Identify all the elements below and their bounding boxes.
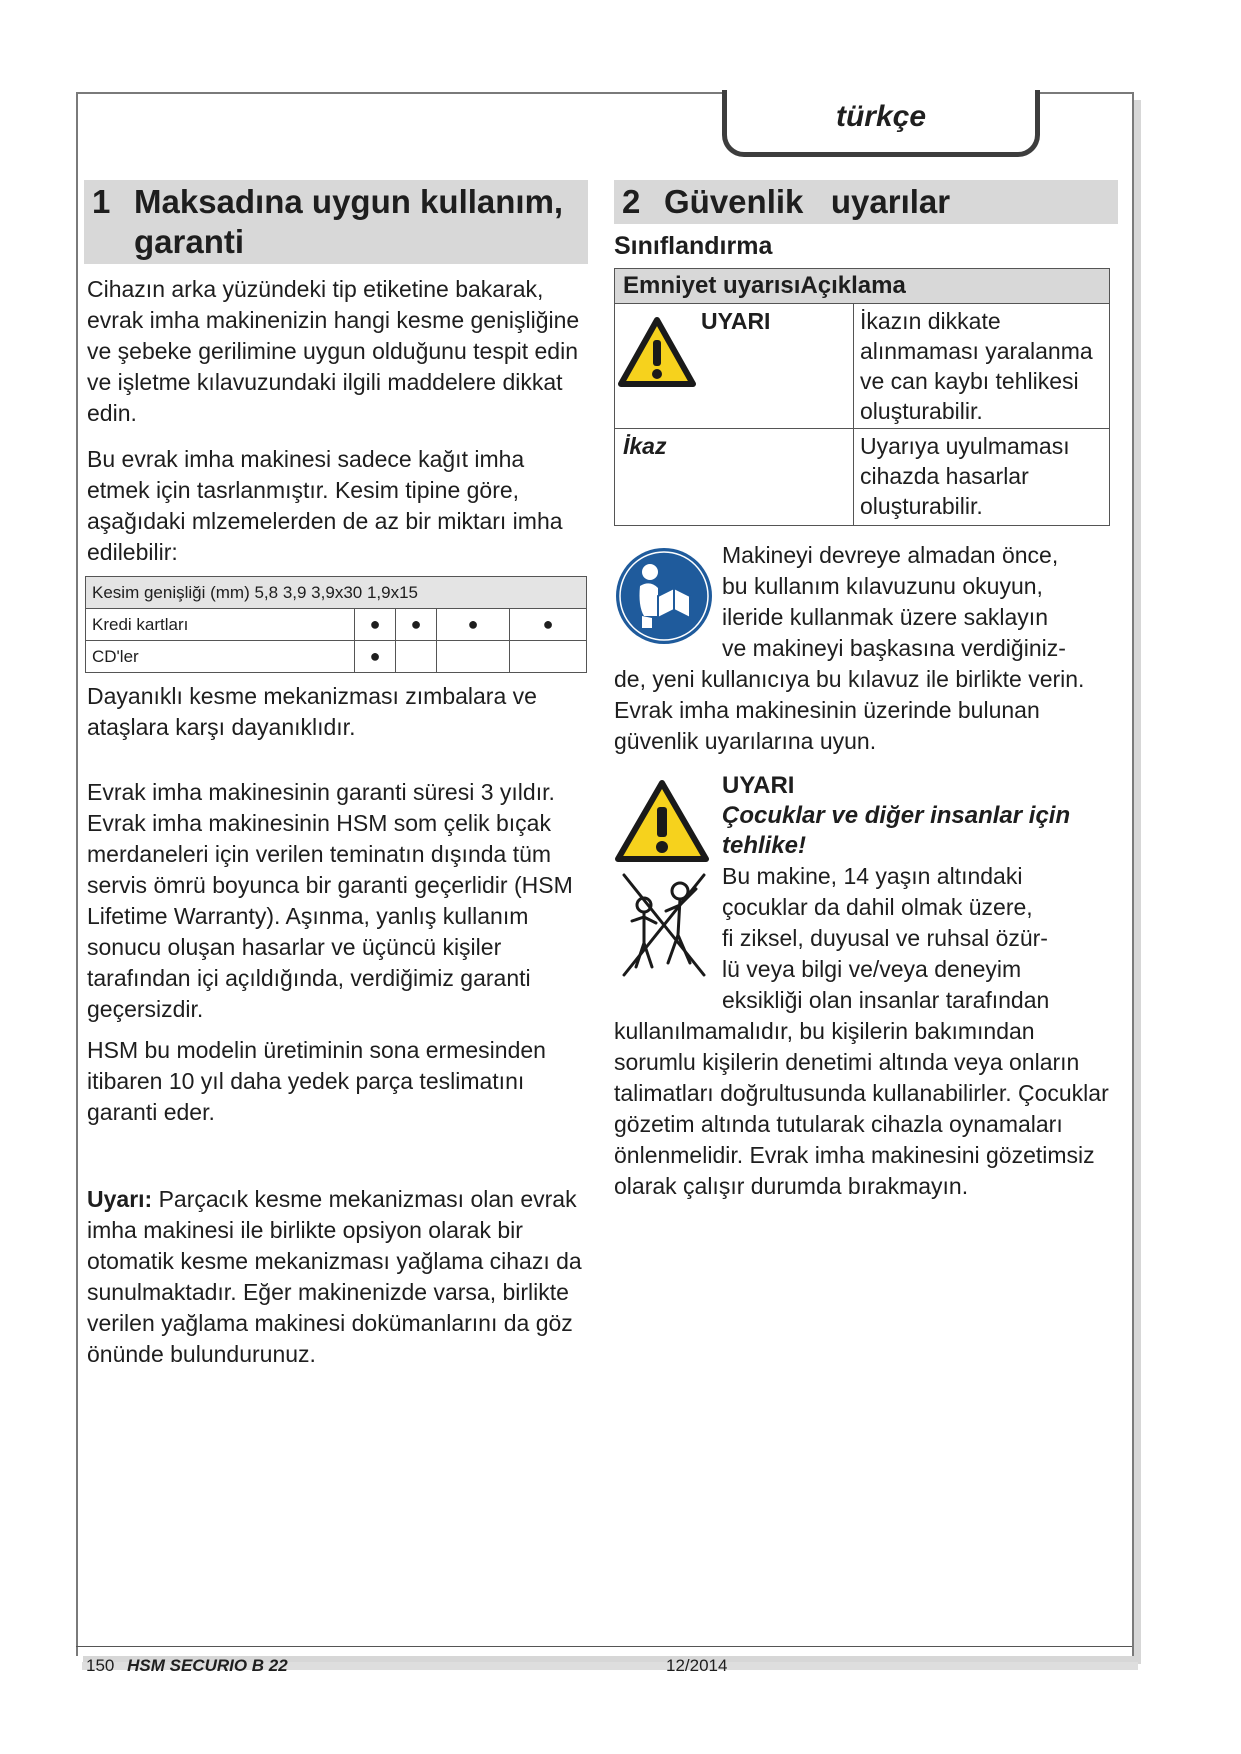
section-1-title-line1: Maksadına uygun kullanım, bbox=[134, 183, 564, 220]
no-children-icon bbox=[614, 871, 714, 979]
note-text: Parçacık kesme mekanizması olan evrak imha makinesi ile birlikte opsiyon olarak bir otomatik kesme mekanizması yağlama cihazı da sunulmaktadır. Eğer makinenizde varsa, birlikte verilen yağlama makinesi dokümanlarını da göz önünde bulundurunuz. bbox=[87, 1186, 582, 1367]
table-cell: ● bbox=[355, 641, 396, 673]
classification-table bbox=[614, 268, 1110, 526]
warning-triangle-icon bbox=[614, 779, 710, 863]
model-name: SECURIO B 22 bbox=[169, 1656, 288, 1675]
language-tab bbox=[722, 90, 1040, 157]
warning-label: UYARI bbox=[722, 772, 795, 799]
warning-title: Çocuklar ve diğer insanlar için tehlike! bbox=[722, 802, 1071, 859]
paragraph-durability: Dayanıklı kesme mekanizması zımbalara ve ataşlara karşı dayanıklıdır. bbox=[87, 683, 537, 740]
classification-table-header: Emniyet uyarısıAçıklama bbox=[615, 269, 1110, 304]
note-label: Uyarı: bbox=[87, 1186, 153, 1212]
paragraph-purpose: Bu evrak imha makinesi sadece kağıt imha etmek için tasrlanmıştır. Kesim tipine göre, aşağıdaki mlzemelerden de az bir miktarı imha edilebilir: bbox=[87, 446, 563, 565]
classification-heading: Sınıflandırma bbox=[614, 232, 773, 260]
children-line: çocuklar da dahil olmak üzere, bbox=[722, 894, 1033, 920]
paragraph-warranty: Evrak imha makinesinin garanti süresi 3 yıldır. Evrak imha makinesinin HSM som çelik bıçak merdaneleri için verilen teminatın dışında tüm servis ömrü boyunca bir garanti geçerlidir (HSM Lifetime Warranty). Aşınma, yanlış kullanım sonucu oluşan hasarlar ve üçüncü kişiler tarafından içi açıldığında, verdiğimiz garanti geçersizdir. bbox=[87, 779, 573, 1022]
manual-line: Makineyi devreye almadan önce, bbox=[722, 542, 1059, 568]
manual-notice bbox=[614, 540, 1118, 757]
section-1 bbox=[84, 180, 588, 1370]
table-row bbox=[86, 641, 587, 673]
table-cell bbox=[510, 641, 587, 673]
caution-description: Uyarıya uyulmaması cihazda hasarlar oluşturabilir. bbox=[854, 429, 1110, 526]
manual-line: ileride kullanmak üzere saklayın bbox=[722, 604, 1048, 630]
children-line: Bu makine, 14 yaşın altındaki bbox=[722, 863, 1023, 889]
children-line: fi ziksel, duyusal ve ruhsal özür- bbox=[722, 925, 1048, 951]
footer-left bbox=[86, 1656, 288, 1676]
section-2-number: 2 bbox=[622, 183, 641, 220]
footer-date: 12/2014 bbox=[666, 1656, 728, 1675]
table-row bbox=[615, 429, 1110, 526]
children-line: lü veya bilgi ve/veya deneyim bbox=[722, 956, 1022, 982]
section-2 bbox=[614, 180, 1118, 1202]
warning-triangle-icon bbox=[617, 316, 697, 388]
section-2-title: Güvenlik uyarılar bbox=[664, 183, 951, 220]
table-cell bbox=[396, 641, 437, 673]
section-2-heading bbox=[614, 180, 1118, 224]
paragraph-spare-parts: HSM bu modelin üretiminin sona ermesinden itibaren 10 yıl daha yedek parça teslimatını garanti eder. bbox=[87, 1037, 546, 1125]
table-cell: ● bbox=[355, 609, 396, 641]
row-label: Kredi kartları bbox=[86, 609, 355, 641]
children-text-rest: kullanılmamalıdır, bu kişilerin bakımından sorumlu kişilerin denetimi altında veya onların talimatları doğrultusunda kullanabilirler. Çocuklar gözetim altında tutularak cihazla oynamaları önlenmelidir. Evrak imha makinesini gözetimsiz olarak çalışır durumda bırakmayın. bbox=[614, 1018, 1109, 1199]
warning-level-label: UYARI bbox=[701, 308, 771, 334]
row-label: CD'ler bbox=[86, 641, 355, 673]
table-row bbox=[86, 609, 587, 641]
cutting-width-table bbox=[85, 576, 587, 673]
cutting-table-header: Kesim genişliği (mm) 5,8 3,9 3,9x30 1,9x15 bbox=[86, 577, 587, 609]
manual-line: ve makineyi başkasına verdiğiniz- bbox=[722, 635, 1066, 661]
paragraph-note bbox=[87, 1184, 586, 1370]
section-1-heading bbox=[84, 180, 588, 264]
paragraph-type-label: Cihazın arka yüzündeki tip etiketine bakarak, evrak imha makinenizin hangi kesme genişliğine ve şebeke gerilimine uygun olduğunu tespit edin ve işletme kılavuzundaki ilgili maddelere dikkat edin. bbox=[87, 276, 580, 426]
page-number: 150 bbox=[86, 1656, 115, 1675]
warning-description: İkazın dikkate alınmaması yaralanma ve can kaybı tehlikesi oluşturabilir. bbox=[854, 304, 1110, 429]
children-line: eksikliği olan insanlar tarafından bbox=[722, 987, 1050, 1013]
brand-logo: HSM bbox=[127, 1656, 165, 1675]
manual-line: bu kullanım kılavuzunu okuyun, bbox=[722, 573, 1043, 599]
language-label: türkçe bbox=[835, 100, 927, 133]
table-cell: ● bbox=[437, 609, 510, 641]
table-cell: ● bbox=[396, 609, 437, 641]
manual-text-rest: de, yeni kullanıcıya bu kılavuz ile birlikte verin. Evrak imha makinesinin üzerinde bulunan güvenlik uyarılarına uyun. bbox=[614, 666, 1085, 754]
footer-rule bbox=[76, 1646, 1132, 1647]
table-cell: ● bbox=[510, 609, 587, 641]
section-1-number: 1 bbox=[92, 183, 111, 220]
section-1-title-line2: garanti bbox=[134, 223, 245, 260]
caution-level-label: İkaz bbox=[615, 429, 854, 526]
table-cell bbox=[437, 641, 510, 673]
children-warning bbox=[614, 771, 1118, 1202]
table-row bbox=[615, 304, 1110, 429]
read-manual-icon bbox=[614, 546, 714, 646]
